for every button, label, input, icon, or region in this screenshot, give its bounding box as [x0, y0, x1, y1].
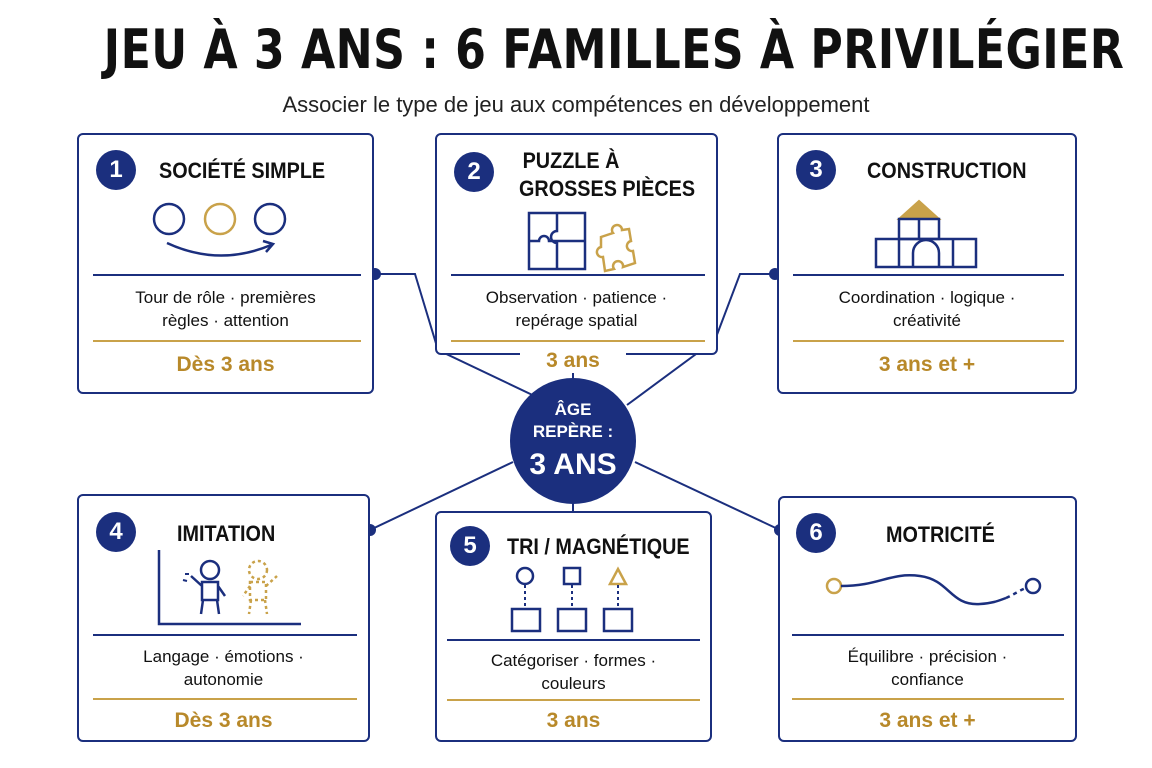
card-description: Équilibre · précision · confiance [847, 647, 1008, 689]
card-title: PUZZLE À GROSSES PIÈCES [519, 148, 696, 201]
card-number-badge: 3 [796, 150, 836, 190]
card-imitation [77, 494, 370, 742]
card-title: CONSTRUCTION [867, 158, 1027, 183]
card-age: 3 ans [520, 349, 626, 373]
card-title: TRI / MAGNÉTIQUE [507, 534, 690, 559]
card-motricite [778, 496, 1077, 742]
card-age: 3 ans et + [878, 353, 976, 376]
page-title: JEU À 3 ANS : 6 FAMILLES À PRIVILÉGIER [103, 18, 1125, 81]
divider [93, 274, 361, 276]
divider [792, 698, 1064, 700]
card-description: Tour de rôle · premières règles · attention [135, 288, 316, 330]
card-description: Langage · émotions · autonomie [143, 647, 304, 689]
divider [93, 634, 357, 636]
card-title: IMITATION [177, 521, 276, 546]
divider [93, 340, 361, 342]
card-age: Dès 3 ans [174, 709, 273, 732]
card-number-badge: 4 [96, 512, 136, 552]
card-societe-simple [77, 133, 374, 394]
card-title: SOCIÉTÉ SIMPLE [159, 158, 326, 183]
card-number-badge: 6 [796, 513, 836, 553]
divider [447, 699, 700, 701]
divider [793, 274, 1064, 276]
card-age: 3 ans [546, 709, 601, 732]
building-blocks-icon [871, 195, 981, 273]
page-subtitle: Associer le type de jeu aux compétences en développement [282, 92, 870, 117]
card-age: 3 ans et + [879, 709, 976, 732]
card-age: Dès 3 ans [176, 353, 275, 376]
three-circles-turn-taking-icon [139, 195, 319, 265]
card-description: Catégoriser · formes · couleurs [490, 651, 657, 693]
card-number-badge: 1 [96, 150, 136, 190]
age-hub-circle: ÂGE REPÈRE : 3 ANS [510, 378, 636, 504]
puzzle-pieces-icon [525, 209, 645, 273]
divider [451, 340, 705, 342]
card-number-badge: 5 [450, 526, 490, 566]
divider [93, 698, 357, 700]
divider [451, 274, 705, 276]
card-description: Observation · patience · repérage spatial [485, 288, 668, 330]
card-title: MOTRICITÉ [886, 522, 995, 547]
card-tri-magnetique [435, 511, 712, 742]
card-construction [777, 133, 1077, 394]
shape-sorting-icon [507, 565, 647, 637]
card-puzzle [435, 133, 718, 355]
motor-path-icon [820, 568, 1050, 618]
divider [447, 639, 700, 641]
card-description: Coordination · logique · créativité [838, 288, 1016, 330]
imitation-figures-icon [155, 548, 305, 630]
divider [792, 634, 1064, 636]
divider [793, 340, 1064, 342]
card-number-badge: 2 [454, 152, 494, 192]
